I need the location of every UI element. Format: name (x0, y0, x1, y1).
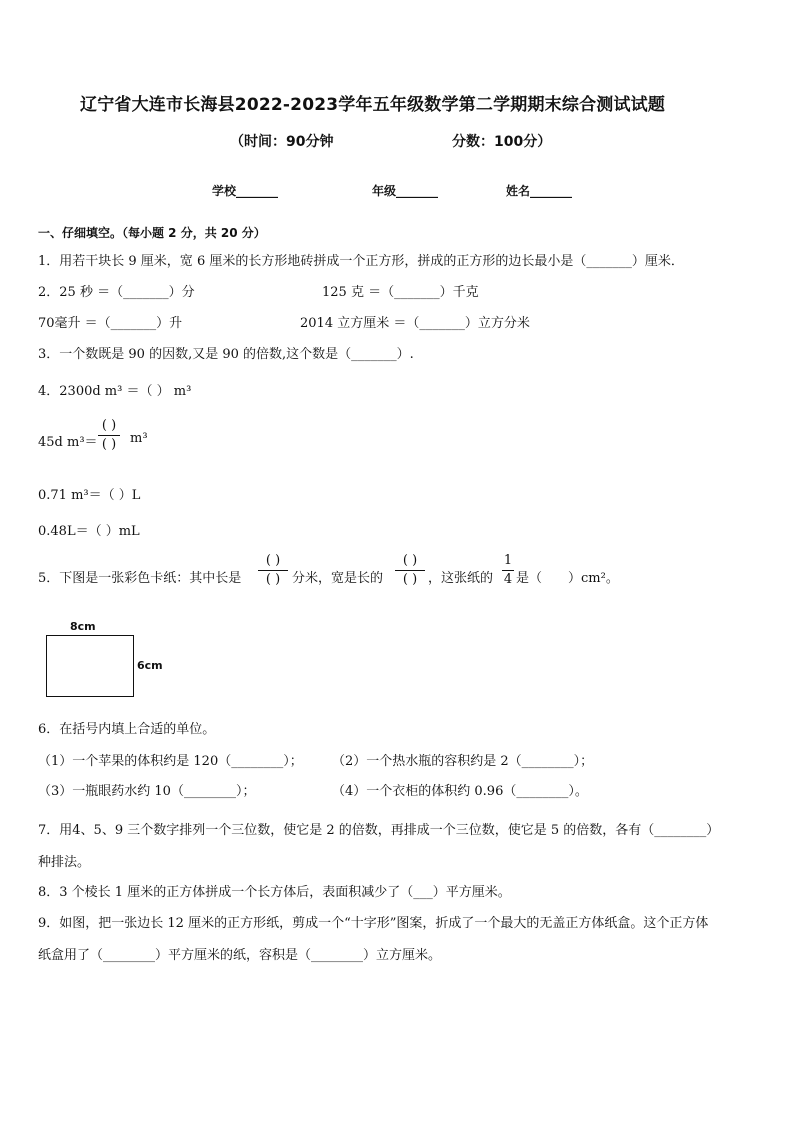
question-3: 3．一个数既是 90 的因数,又是 90 的倍数,这个数是（_______）. (38, 347, 414, 362)
question-6: 6．在括号内填上合适的单位。 (38, 722, 216, 737)
question-9-line2: 纸盒用了（________）平方厘米的纸，容积是（________）立方厘米。 (38, 948, 442, 963)
fraction-denominator: ( ) (402, 572, 418, 587)
question-2a: 2．25 秒 ＝（_______）分 (38, 285, 195, 300)
figure-width-label: 6cm (137, 659, 163, 672)
question-8: 8．3 个棱长 1 厘米的正方体拼成一个长方体后，表面积减少了（___）平方厘米。 (38, 885, 511, 900)
question-4b-right: m³ (130, 431, 148, 446)
question-7-line2: 种排法。 (38, 855, 91, 870)
question-9-line1: 9．如图，把一张边长 12 厘米的正方形纸，剪成一个“十字形”图案，折成了一个最大的无盖正方体纸盒。这个正方体 (38, 916, 709, 931)
section-heading: 一、仔细填空。（每小题 2 分，共 20 分） (38, 226, 266, 240)
question-5-part3: ，这张纸的 (428, 571, 494, 586)
fraction-denominator: ( ) (101, 437, 117, 452)
name-field: 姓名_______ (506, 184, 573, 198)
fraction-numerator: ( ) (101, 418, 117, 433)
question-2c: 70毫升 ＝（_______）升 (38, 316, 183, 331)
question-5-part2: 分米，宽是长的 (292, 571, 384, 586)
question-6-4: （4）一个衣柜的体积约 0.96（________）。 (332, 784, 588, 799)
fraction-bar (98, 435, 120, 436)
fraction-blank (395, 553, 425, 588)
fraction-denominator: 4 (503, 572, 513, 587)
question-1: 1．用若干块长 9 厘米，宽 6 厘米的长方形地砖拼成一个正方形，拼成的正方形的边长最小是（_______）厘米． (38, 254, 684, 269)
page-title: 辽宁省大连市长海县2022-2023学年五年级数学第二学期期末综合测试试题 (80, 95, 666, 115)
fraction-denominator: ( ) (265, 572, 281, 587)
fraction-numerator: ( ) (402, 553, 418, 568)
question-4c: 0.71 m³＝（ ）L (38, 488, 141, 503)
fraction-bar (502, 570, 514, 571)
question-6-1: （1）一个苹果的体积约是 120（________）； (38, 754, 303, 769)
question-2b: 125 克 ＝（_______）千克 (322, 285, 479, 300)
question-5-part1: 5．下图是一张彩色卡纸：其中长是 (38, 571, 242, 586)
question-4b-left: 45d m³＝ (38, 435, 98, 450)
fraction-blank (98, 418, 120, 453)
question-4d: 0.48L＝（ ）mL (38, 524, 140, 539)
question-6-3: （3）一瓶眼药水约 10（________）； (38, 784, 256, 799)
question-2d: 2014 立方厘米 ＝（_______）立方分米 (300, 316, 530, 331)
fraction-bar (258, 570, 288, 571)
figure-length-label: 8cm (70, 620, 96, 633)
question-5-part4: 是（ ）cm²。 (516, 571, 619, 586)
school-field: 学校_______ (212, 184, 279, 198)
fraction-one-quarter (502, 553, 514, 588)
grade-field: 年级_______ (372, 184, 439, 198)
question-6-2: （2）一个热水瓶的容积约是 2（________）； (332, 754, 594, 769)
fraction-bar (395, 570, 425, 571)
fraction-blank (258, 553, 288, 588)
question-7-line1: 7．用4、5、9 三个数字排列一个三位数，使它是 2 的倍数，再排成一个三位数，使它是 5 的倍数，各有（________） (38, 823, 720, 838)
score-label: 分数：100分） (452, 134, 552, 150)
time-label: （时间：90分钟 (230, 134, 334, 150)
fraction-numerator: 1 (503, 553, 513, 568)
fraction-numerator: ( ) (265, 553, 281, 568)
card-rectangle (46, 635, 134, 697)
question-4a: 4．2300d m³ ＝（ ） m³ (38, 384, 192, 399)
